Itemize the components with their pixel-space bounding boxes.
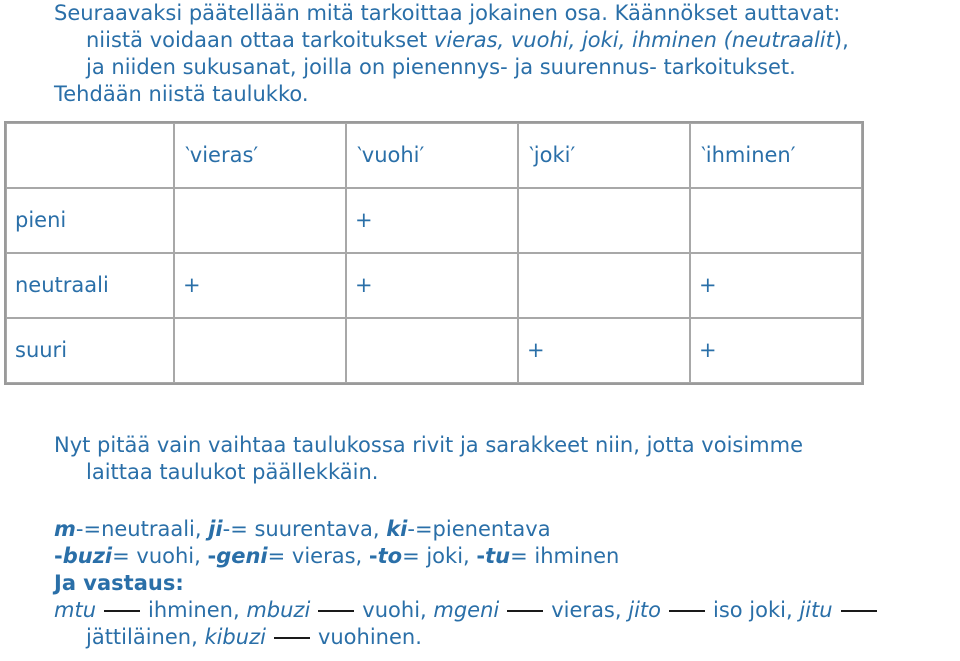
- answer-meaning: vuohinen.: [317, 625, 422, 649]
- table-cell: [346, 318, 518, 383]
- indent: [54, 625, 86, 649]
- table-row: [6, 253, 862, 318]
- key-fragment: ji: [208, 517, 223, 541]
- answer-meaning: jättiläinen,: [86, 625, 205, 649]
- table-corner-cell: [6, 123, 174, 188]
- key-fragment: to: [377, 544, 403, 568]
- table-cell: +: [174, 253, 346, 318]
- table-header-cell: ‵vuohi′: [346, 123, 518, 188]
- intro-line-1: Seuraavaksi päätellään mitä tarkoittaa jokainen osa. Käännökset auttavat:: [54, 1, 841, 25]
- intro-paragraph: [54, 0, 954, 108]
- intro-line-2-italic: vieras, vuohi, joki, ihminen (neutraalit: [433, 28, 834, 52]
- answer-word: jitu: [799, 598, 833, 622]
- intro-line-2-post: ),: [833, 28, 849, 52]
- intro-line-4: Tehdään niistä taulukko.: [54, 82, 309, 106]
- table-cell: +: [690, 253, 862, 318]
- answer-meaning: iso joki,: [713, 598, 800, 622]
- morpheme-key-line-1: [54, 516, 954, 543]
- key-fragment: -=pienentava: [407, 517, 551, 541]
- em-dash: [507, 610, 543, 612]
- answer-label: [54, 570, 954, 597]
- answer-word: mbuzi: [246, 598, 311, 622]
- morpheme-key-line-2: [54, 543, 954, 570]
- key-fragment: = vuohi,: [112, 544, 208, 568]
- key-fragment: -: [54, 544, 63, 568]
- key-fragment: = joki,: [402, 544, 477, 568]
- answer-label-text: Ja vastaus:: [54, 571, 184, 595]
- answer-word: kibuzi: [204, 625, 266, 649]
- key-section: [54, 516, 954, 651]
- table-header-cell: ‵ihminen′: [690, 123, 862, 188]
- meaning-table: [4, 121, 864, 385]
- key-fragment: -: [476, 544, 486, 568]
- em-dash: [669, 610, 705, 612]
- key-fragment: tu: [485, 544, 511, 568]
- table-cell: +: [346, 188, 518, 253]
- key-fragment: geni: [216, 544, 268, 568]
- answer-meaning: vieras,: [551, 598, 629, 622]
- intro-line-3: ja niiden sukusanat, joilla on pienennys- ja suurennus- tarkoitukset.: [86, 55, 796, 79]
- table-cell: [690, 188, 862, 253]
- table-row-label: pieni: [6, 188, 174, 253]
- table-cell: [518, 188, 690, 253]
- answer-word: mtu: [54, 598, 96, 622]
- intro-line-2-pre: niistä voidaan ottaa tarkoitukset: [86, 28, 434, 52]
- note-line-1: Nyt pitää vain vaihtaa taulukossa rivit ja sarakkeet niin, jotta voisimme: [54, 433, 804, 457]
- key-fragment: -: [368, 544, 378, 568]
- em-dash: [318, 610, 354, 612]
- table-row: [6, 318, 862, 383]
- table-row-label: suuri: [6, 318, 174, 383]
- em-dash: [104, 610, 140, 612]
- answer-list: [54, 597, 954, 651]
- key-fragment: m: [54, 517, 76, 541]
- table-header-cell: ‵vieras′: [174, 123, 346, 188]
- key-fragment: -= suurentava,: [222, 517, 387, 541]
- answer-meaning: ihminen,: [148, 598, 247, 622]
- key-fragment: -=neutraali,: [75, 517, 209, 541]
- key-fragment: = vieras,: [267, 544, 369, 568]
- table-header-row: [6, 123, 862, 188]
- key-fragment: -: [207, 544, 217, 568]
- em-dash: [274, 637, 310, 639]
- table-cell: +: [690, 318, 862, 383]
- table-cell: +: [518, 318, 690, 383]
- table-cell: [174, 188, 346, 253]
- table-row-label: neutraali: [6, 253, 174, 318]
- table-header-cell: ‵joki′: [518, 123, 690, 188]
- note-line-2: laittaa taulukot päällekkäin.: [86, 460, 379, 484]
- table-cell: [518, 253, 690, 318]
- key-fragment: ki: [386, 517, 408, 541]
- answer-meaning: vuohi,: [362, 598, 434, 622]
- table-cell: [174, 318, 346, 383]
- em-dash: [841, 610, 877, 612]
- table-cell: +: [346, 253, 518, 318]
- answer-word: jito: [628, 598, 661, 622]
- answer-word: mgeni: [433, 598, 500, 622]
- key-fragment: buzi: [62, 544, 113, 568]
- key-fragment: = ihminen: [510, 544, 620, 568]
- intro-line-2: [54, 27, 954, 54]
- table-row: [6, 188, 862, 253]
- note-paragraph: [54, 432, 954, 486]
